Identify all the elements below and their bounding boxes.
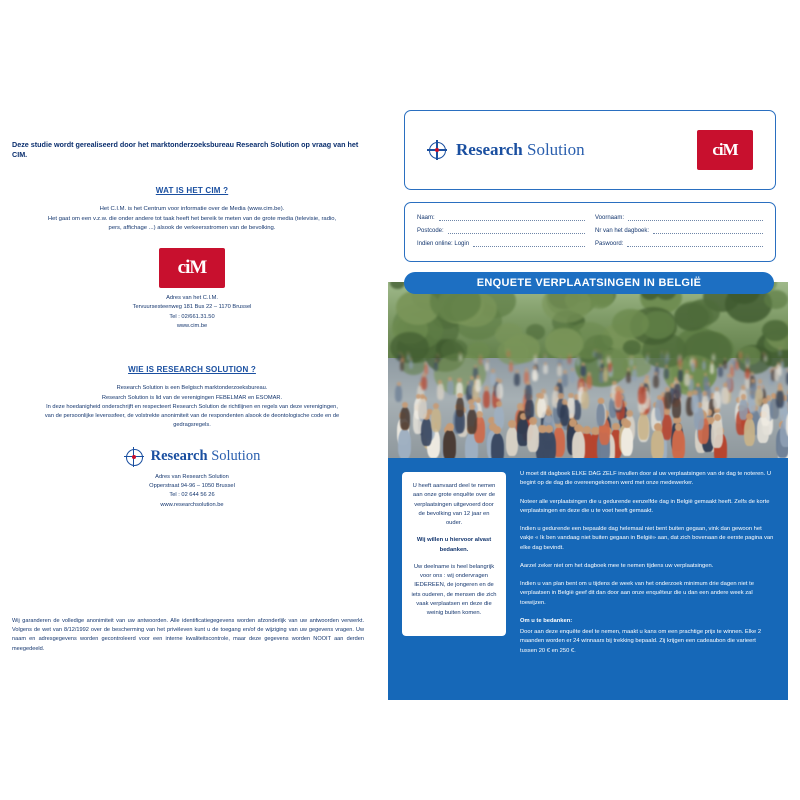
brochure-rs-text [456, 140, 585, 160]
privacy-footnote: Wij garanderen de volledige anonimiteit van uw antwoorden. Alle identificatiegegevens worden afzonderlijk van uw antwoorden verwerkt. Volgens de wet van 8/12/1992 over de bescherming van het privéleven kunt u de toegang en/of de wijziging van uw gegevens vragen. Uw naam en adresgegevens worden gecontroleerd voor een interne kwaliteitscontrole, maar deze gegevens worden NOOIT aan derden meegedeeld. [12, 618, 364, 652]
brochure-title-bar [404, 272, 774, 294]
field-label-naam: Naam: [417, 215, 435, 221]
field-row [417, 212, 763, 221]
brochure-rs-logo [427, 140, 585, 160]
cim-address [12, 294, 372, 332]
field-row [417, 238, 763, 247]
field-input-naam[interactable] [439, 212, 585, 221]
target-icon [124, 447, 144, 467]
field-label-voornaam: Voornaam: [595, 215, 625, 221]
cim-address-line: www.cim.be [176, 323, 208, 330]
instruction-paragraph: Aarzel zeker niet om het dagboek mee te nemen tijdens uw verplaatsingen. [520, 562, 714, 569]
rs-logo-light: Solution [211, 448, 261, 465]
reward-paragraph: Door aan deze enquête deel te nemen, maakt u kans om een prachtige prijs te winnen. Elke 2 maanden worden er 24 winnaars bij trekking bepaald. Zij krijgen een cadeaubon die varieert tussen 20 € en 250 €. [520, 629, 762, 654]
brochure-rs-bold: Research [456, 140, 523, 159]
cim-paragraph-1: Het C.I.M. is het Centrum voor informatie over de Media (www.cim.be). [99, 206, 285, 213]
respondent-fields-box [404, 202, 776, 262]
cim-address-line: Adres van het C.I.M. [166, 294, 218, 301]
cim-address-line: Tervuursesteenweg 181 Bus 22 – 1170 Brussel [132, 304, 252, 311]
section-title-what-is-cim: WAT IS HET CIM ? [155, 186, 229, 196]
field-row [417, 225, 763, 234]
field-voornaam[interactable] [595, 212, 763, 221]
field-label-postcode: Postcode: [417, 228, 444, 234]
field-postcode[interactable] [417, 225, 585, 234]
field-label-dagboeknr: Nr van het dagboek: [595, 228, 650, 234]
rs-paragraph-3: In deze hoedanigheid onderschrijft en respecteert Research Solution de richtlijnen en regels van deze verenigingen, van de persoonlijke levenssfeer, de volstrekte anonimiteit van de respondenten alsook de deontologische code en de gedragsregels. [44, 403, 340, 429]
rs-address-line: Opperstraat 94-96 – 1050 Brussel [149, 483, 235, 490]
brochure-cim-text: ciM [712, 140, 738, 159]
rs-logo-bold: Research [150, 448, 208, 465]
field-input-login[interactable] [473, 238, 585, 247]
white-col-paragraph: Uw deelname is heel belangrijk voor ons : wij ondervragen IEDEREEN, de jongeren en de iets ouderen, de mensen die zich vaak verplaatsen en deze die weinig buiten komen. [411, 563, 497, 617]
target-icon [427, 140, 447, 160]
brochure-title-text: ENQUETE VERPLAATSINGEN IN BELGIË [476, 277, 702, 289]
rs-address-line: Adres van Research Solution [155, 473, 229, 480]
instructions-column [520, 470, 774, 665]
field-input-dagboeknr[interactable] [653, 225, 763, 234]
instruction-paragraph: Noteer alle verplaatsingen die u gedurende eenzelfde dag in België gemaakt heeft. Zelfs de korte verplaatsingen en deze die u te voet heeft gemaakt. [520, 498, 770, 514]
field-input-voornaam[interactable] [628, 212, 763, 221]
brochure-cim-logo [697, 130, 753, 170]
instruction-paragraph: Indien u gedurende een bepaalde dag helemaal niet bent buiten gegaan, vink dan gewoon het vakje « Ik ben vandaag niet buiten gegaan in België» aan, dat zich bovenaan de eerste pagina van elke dag bevindt. [520, 526, 774, 551]
rs-address [12, 473, 372, 511]
cim-paragraph-2: Het gaat om een v.z.w. die onder andere tot taak heeft het bereik te meten van de grote media (televisie, radio, pers, affichage ...) alsook de verkeersstromen van de bevolking. [47, 215, 337, 232]
brochure-rs-light: Solution [526, 140, 585, 159]
brochure-body [388, 458, 788, 700]
rs-address-line: Tel : 02 644 56 26 [169, 492, 215, 499]
rs-paragraph-2: Research Solution is lid van de verenigingen FEBELMAR en ESOMAR. [101, 394, 283, 401]
crowd-photo [388, 282, 788, 462]
white-col-thanks: Wij willen u hiervoor alvast bedanken. [416, 537, 492, 553]
left-panel [12, 140, 372, 510]
white-col-paragraph: U heeft aanvaard deel te nemen aan onze grote enquête over de verplaatsingen uitgevoerd door de bevolking van 12 jaar en ouder. [412, 483, 496, 527]
field-login[interactable] [417, 238, 585, 247]
brochure-header-box [404, 110, 776, 190]
cim-logo [159, 248, 225, 288]
cim-address-line: Tel : 02/661.31.50 [169, 313, 215, 320]
field-dagboeknr[interactable] [595, 225, 763, 234]
field-naam[interactable] [417, 212, 585, 221]
brochure-panel [388, 110, 788, 700]
instruction-paragraph: U moet dit dagboek ELKE DAG ZELF invullen door al uw verplaatsingen van de dag te noteren. U begint op de dag die overeengekomen werd met onze medewerker. [520, 471, 772, 487]
cim-logo-text: ciM [177, 256, 207, 278]
field-input-postcode[interactable] [448, 225, 585, 234]
field-label-paswoord: Paswoord: [595, 241, 624, 247]
field-paswoord[interactable] [595, 238, 763, 247]
rs-logo-text [151, 448, 261, 465]
rs-address-line: www.researchsolution.be [160, 501, 224, 508]
intro-lead-text: Deze studie wordt gerealiseerd door het marktonderzoeksbureau Research Solution op vraag van het CIM. [12, 140, 359, 160]
instruction-paragraph: Indien u van plan bent om u tijdens de week van het onderzoek minimum drie dagen niet te verplaatsen in België geef dit dan door aan onze enquêteur die u dan een andere week zal toewijzen. [520, 581, 754, 606]
field-label-login: Indien online: Login [417, 241, 470, 247]
field-input-paswoord[interactable] [627, 238, 763, 247]
research-solution-logo [12, 447, 372, 467]
rs-paragraph-1: Research Solution is een Belgisch marktonderzoeksbureau. [116, 385, 268, 392]
section-title-who-is-research-solution: WIE IS RESEARCH SOLUTION ? [128, 365, 256, 375]
reward-heading: Om u te bedanken: [520, 617, 573, 624]
white-info-column [402, 472, 506, 636]
